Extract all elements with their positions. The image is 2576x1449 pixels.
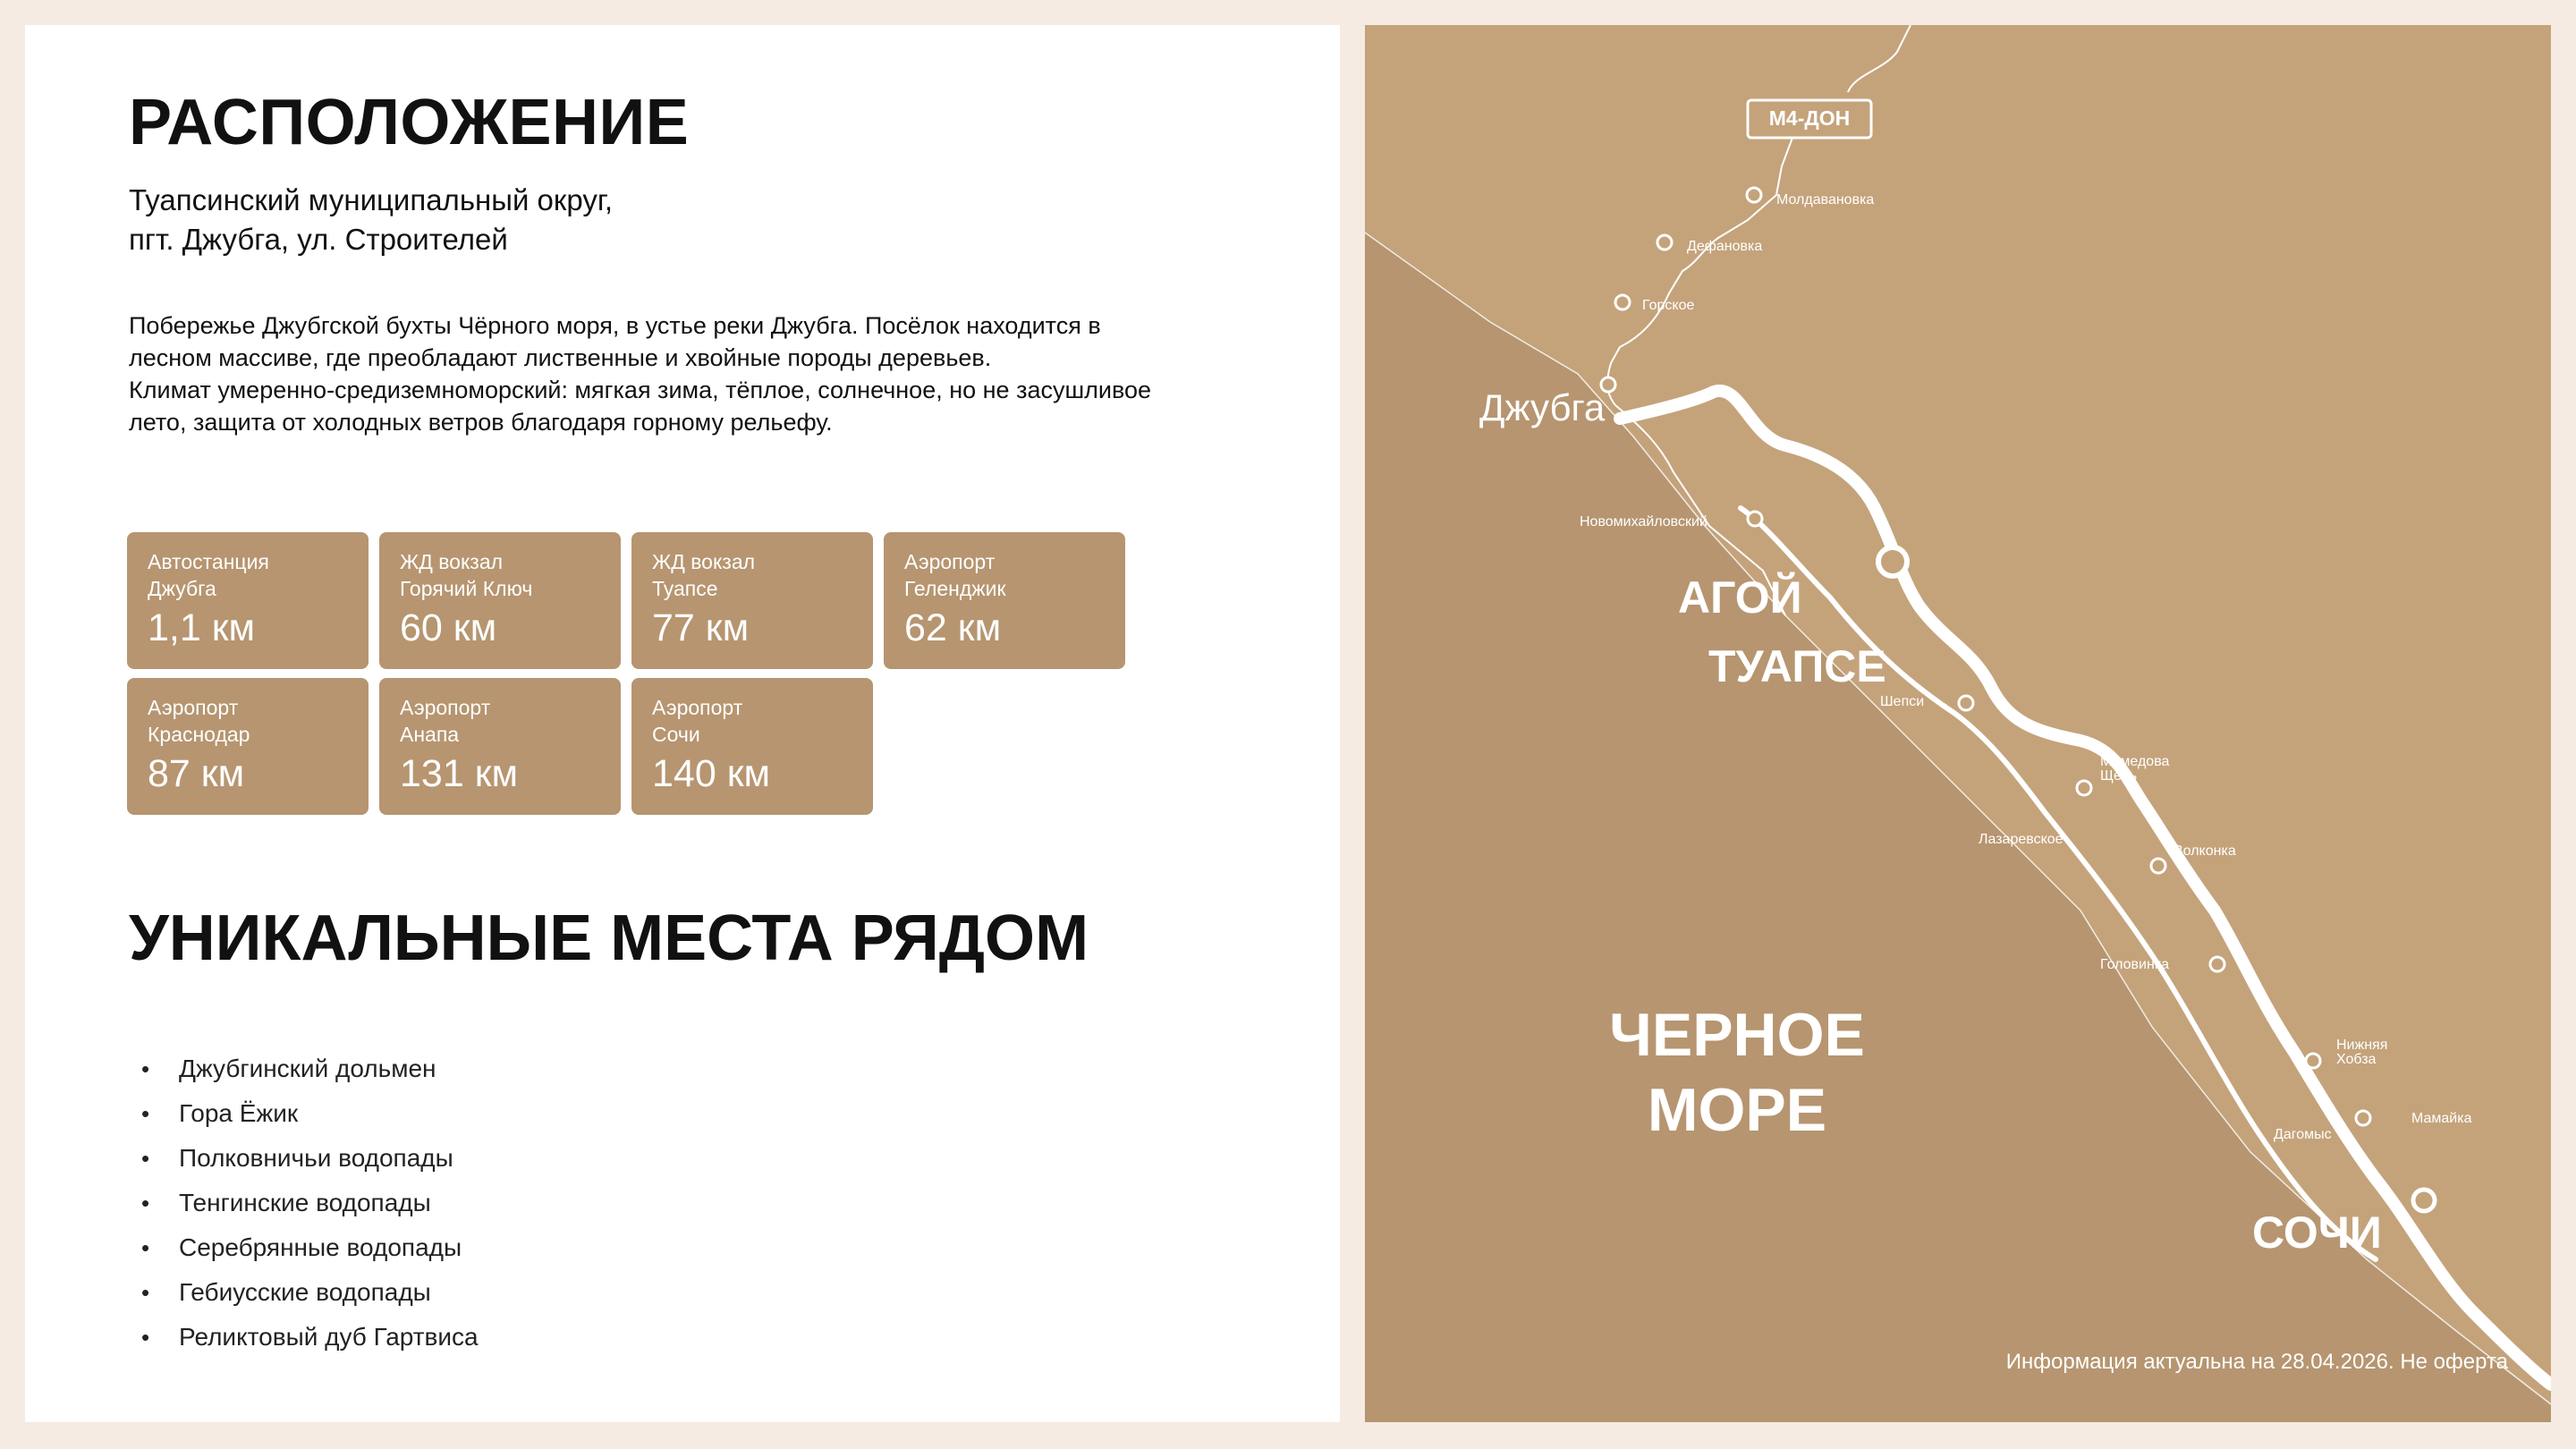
distance-label: Горячий Ключ [400, 577, 533, 600]
gorskoe-label: Горское [1642, 298, 1695, 313]
section-title: УНИКАЛЬНЫЕ МЕСТА РЯДОМ [129, 902, 1089, 974]
distance-label: Джубга [148, 577, 216, 600]
distance-label: ЖД вокзал [400, 550, 504, 573]
description [129, 309, 1166, 438]
distance-card-anapa-airport [379, 678, 621, 815]
dzhubga-label: Джубга [1479, 386, 1606, 428]
list-item: • Реликтовый дуб Гартвиса [141, 1315, 479, 1360]
defanovka-label: Дефановка [1687, 239, 1763, 254]
nizhnyaya-label-line2: Хобза [2336, 1052, 2377, 1067]
distance-value: 62 км [904, 606, 1002, 649]
gorskoe-marker [1615, 295, 1630, 309]
nizhnyaya-label-line1: Нижняя [2336, 1038, 2388, 1053]
moldavanovka-label: Молдавановка [1776, 192, 1875, 208]
agoy-label: АГОЙ [1678, 572, 1802, 623]
address-line: Туапсинский муниципальный округ, [129, 183, 614, 216]
distance-label: Краснодар [148, 723, 250, 746]
tuapse-label: ТУАПСЕ [1708, 641, 1886, 691]
sochi-label: СОЧИ [2252, 1208, 2382, 1258]
volkonka-label: Волконка [2174, 843, 2236, 859]
distance-card-gelendzhik-airport [884, 532, 1125, 669]
dagomys-marker [2356, 1111, 2370, 1125]
mamedova-label-line1: Мамедова [2100, 754, 2170, 769]
distance-value: 60 км [400, 606, 497, 649]
mamedova-marker [2077, 781, 2091, 795]
list-item: • Серебрянные водопады [141, 1225, 479, 1270]
distance-label: Аэропорт [652, 696, 743, 719]
distance-card-tuapse-station [631, 532, 873, 669]
defanovka-marker [1657, 235, 1672, 250]
nizhnyaya-khobza-marker [2306, 1054, 2320, 1068]
list-item: • Гора Ёжик [141, 1091, 479, 1136]
novomikhaylovsky-label: Новомихайловский [1580, 514, 1707, 530]
distance-label: Туапсе [652, 577, 718, 600]
distance-label: Геленджик [904, 577, 1006, 600]
location-panel [25, 25, 1340, 1422]
distance-label: Аэропорт [904, 550, 996, 573]
address [129, 181, 613, 259]
coast-map [1365, 25, 2551, 1422]
sea-label-line1: ЧЕРНОЕ [1609, 1001, 1865, 1069]
mamedova-label-line2: Щель [2100, 768, 2138, 784]
volkonka-marker [2151, 859, 2165, 873]
distance-card-krasnodar-airport [127, 678, 369, 815]
distance-label: Аэропорт [400, 696, 491, 719]
places-list [141, 1046, 479, 1360]
list-item: • Джубгинский дольмен [141, 1046, 479, 1091]
distance-label: Автостанция [148, 550, 269, 573]
sochi-marker [2413, 1190, 2435, 1211]
distance-card-sochi-airport [631, 678, 873, 815]
distance-label: Анапа [400, 723, 460, 746]
list-item: • Гебиусские водопады [141, 1270, 479, 1315]
distance-value: 87 км [148, 752, 245, 795]
distance-value: 140 км [652, 752, 771, 795]
distance-card-bus-station [127, 532, 369, 669]
novomikhaylovsky-marker [1748, 512, 1762, 526]
golovinka-label: Головинка [2100, 957, 2170, 972]
road-sign-label: М4-ДОН [1768, 106, 1851, 130]
dagomys-label: Дагомыс [2274, 1127, 2332, 1142]
shepsi-label: Шепси [1880, 694, 1925, 709]
map-panel [1365, 25, 2551, 1422]
list-item: • Тенгинские водопады [141, 1181, 479, 1225]
tuapse-marker [1878, 547, 1907, 576]
golovinka-marker [2210, 957, 2224, 971]
list-item: • Полковничьи водопады [141, 1136, 479, 1181]
description-paragraph: Побережье Джубгской бухты Чёрного моря, в устье реки Джубга. Посёлок находится в лесном массиве, где преобладают лиственные и хвойные породы деревьев. [129, 312, 1101, 371]
distance-label: Сочи [652, 723, 700, 746]
mamayka-label: Мамайка [2411, 1111, 2472, 1126]
distance-label: ЖД вокзал [652, 550, 756, 573]
lazarevskoe-label: Лазаревское [1979, 832, 2063, 847]
distance-value: 77 км [652, 606, 750, 649]
address-line: пгт. Джубга, ул. Строителей [129, 223, 508, 256]
sea-label-line2: МОРЕ [1647, 1076, 1827, 1144]
distance-card-goryachiy-klyuch [379, 532, 621, 669]
moldavanovka-marker [1747, 188, 1761, 202]
shepsi-marker [1959, 696, 1973, 710]
distance-value: 131 км [400, 752, 519, 795]
description-paragraph: Климат умеренно-средиземноморский: мягкая зима, тёплое, солнечное, но не засушливое лето, защита от холодных ветров благодаря горному рельефу. [129, 377, 1152, 436]
distance-label: Аэропорт [148, 696, 239, 719]
distance-value: 1,1 км [148, 606, 256, 649]
page-title: РАСПОЛОЖЕНИЕ [129, 87, 690, 158]
footnote: Информация актуальна на 28.04.2026. Не оферта [2005, 1350, 2508, 1374]
